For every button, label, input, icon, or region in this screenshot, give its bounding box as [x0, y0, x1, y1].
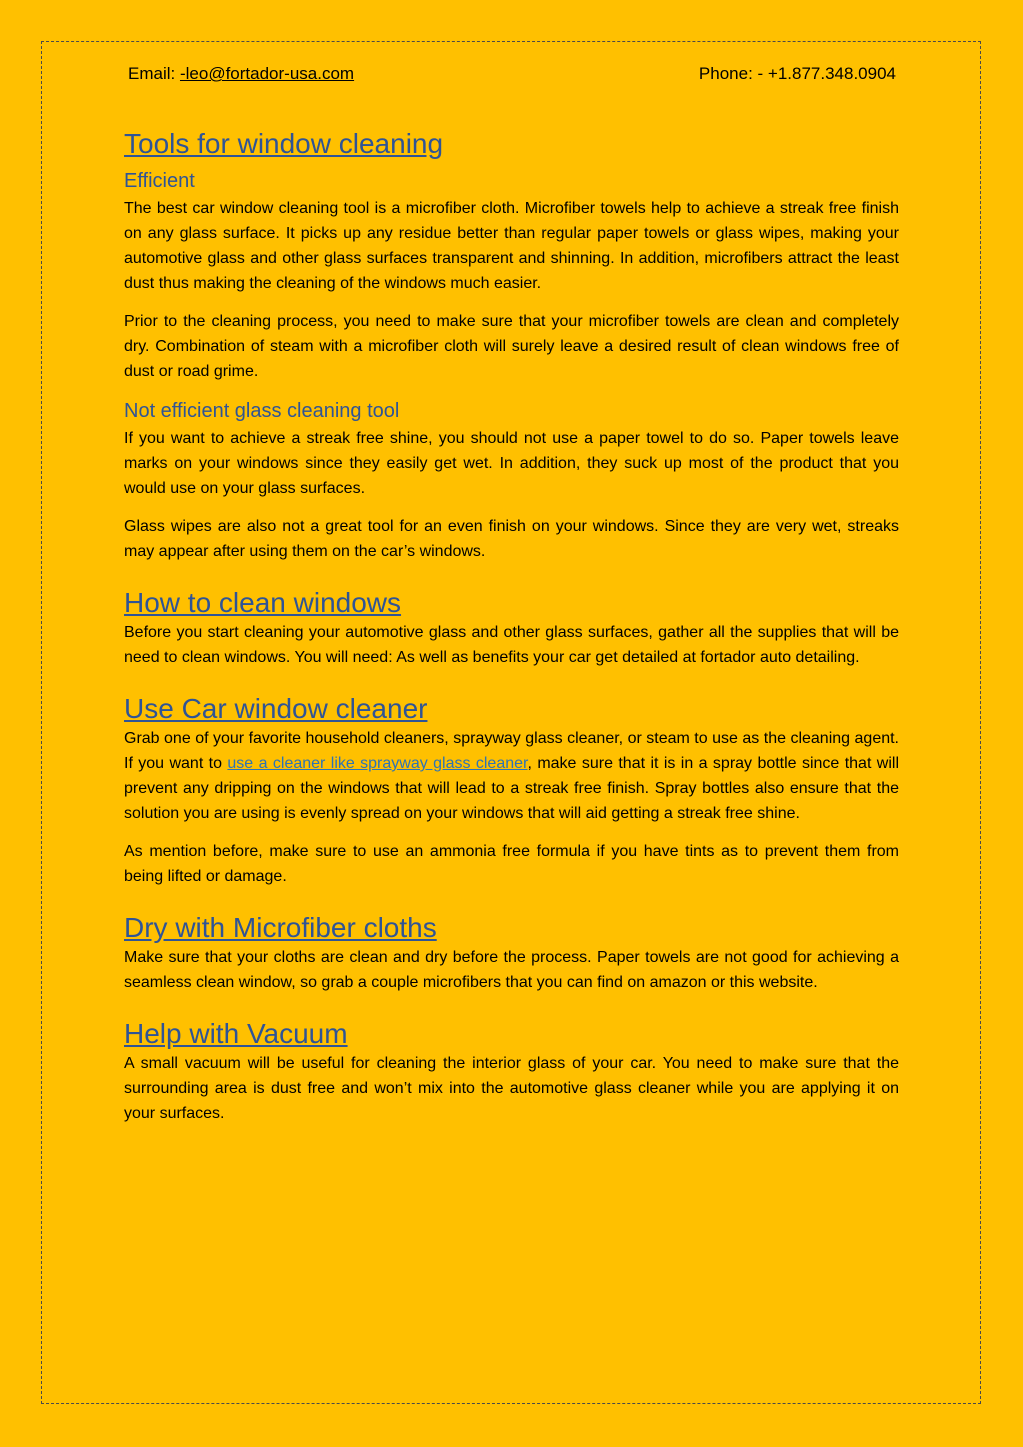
sprayway-cleaner-link[interactable]: use a cleaner like sprayway glass cleaner [227, 755, 528, 772]
paragraph-household-cleaners [124, 726, 899, 826]
heading-how-to-clean-windows: How to clean windows [124, 587, 402, 618]
paragraph-clean-dry-cloths: Make sure that your cloths are clean and dry before the process. Paper towels are not good for achieving a seamless clean window, so grab a couple microfibers that you can find on amazon or this website. [124, 949, 899, 991]
paragraph-gather-supplies: Before you start cleaning your automotive glass and other glass surfaces, gather all the supplies that will be need to clean windows. You will need: As well as benefits your car get detailed at fortador auto detailing. [124, 624, 899, 666]
heading-use-car-window-cleaner: Use Car window cleaner [124, 693, 428, 724]
subheading-efficient: Efficient [124, 170, 195, 192]
paragraph-glass-wipes: Glass wipes are also not a great tool for an even finish on your windows. Since they are very wet, streaks may appear after using them on the car’s windows. [124, 518, 899, 560]
email-label: Email: [128, 64, 180, 83]
paragraph-prior-to-cleaning: Prior to the cleaning process, you need to make sure that your microfiber towels are clean and completely dry. Combination of steam with a microfiber cloth will surely leave a desired result of clean windows free of dust or road grime. [124, 313, 899, 380]
cleaner-text-after: , make sure that it is in a spray bottle since that will prevent any dripping on the windows that will lead to a streak free finish. Spray bottles also ensure that the solution you are using is evenly spread on your windows that will aid getting a streak free shine. [124, 755, 900, 822]
contact-header [128, 62, 896, 86]
heading-dry-with-microfiber: Dry with Microfiber cloths [124, 912, 437, 943]
document-body [124, 127, 899, 1126]
subheading-not-efficient: Not efficient glass cleaning tool [124, 400, 400, 422]
heading-help-with-vacuum: Help with Vacuum [124, 1018, 348, 1049]
paragraph-ammonia-free: As mention before, make sure to use an ammonia free formula if you have tints as to prevent them from being lifted or damage. [124, 843, 899, 885]
paragraph-small-vacuum: A small vacuum will be useful for cleaning the interior glass of your car. You need to make sure that the surrounding area is dust free and won’t mix into the automotive glass cleaner while you are applying it on your surfaces. [124, 1055, 899, 1122]
email-link[interactable]: -leo@fortador-usa.com [179, 64, 355, 83]
heading-tools-for-window-cleaning: Tools for window cleaning [124, 128, 444, 159]
paragraph-paper-towel: If you want to achieve a streak free shine, you should not use a paper towel to do so. Paper towels leave marks on your windows since they easily get wet. In addition, they suck up most of the product that you would use on your glass surfaces. [124, 430, 899, 497]
paragraph-microfiber-cloth: The best car window cleaning tool is a microfiber cloth. Microfiber towels help to achieve a streak free finish on any glass surface. It picks up any residue better than regular paper towels or glass wipes, making your automotive glass and other glass surfaces transparent and shinning. In addition, microfibers attract the least dust thus making the cleaning of the windows much easier. [124, 200, 899, 292]
phone-number: Phone: - +1.877.348.0904 [698, 64, 896, 83]
email-line [128, 62, 354, 86]
cleaner-text-before: Grab one of your favorite household cleaners, sprayway glass cleaner, or steam to use as the cleaning agent. If you want to [124, 730, 899, 772]
